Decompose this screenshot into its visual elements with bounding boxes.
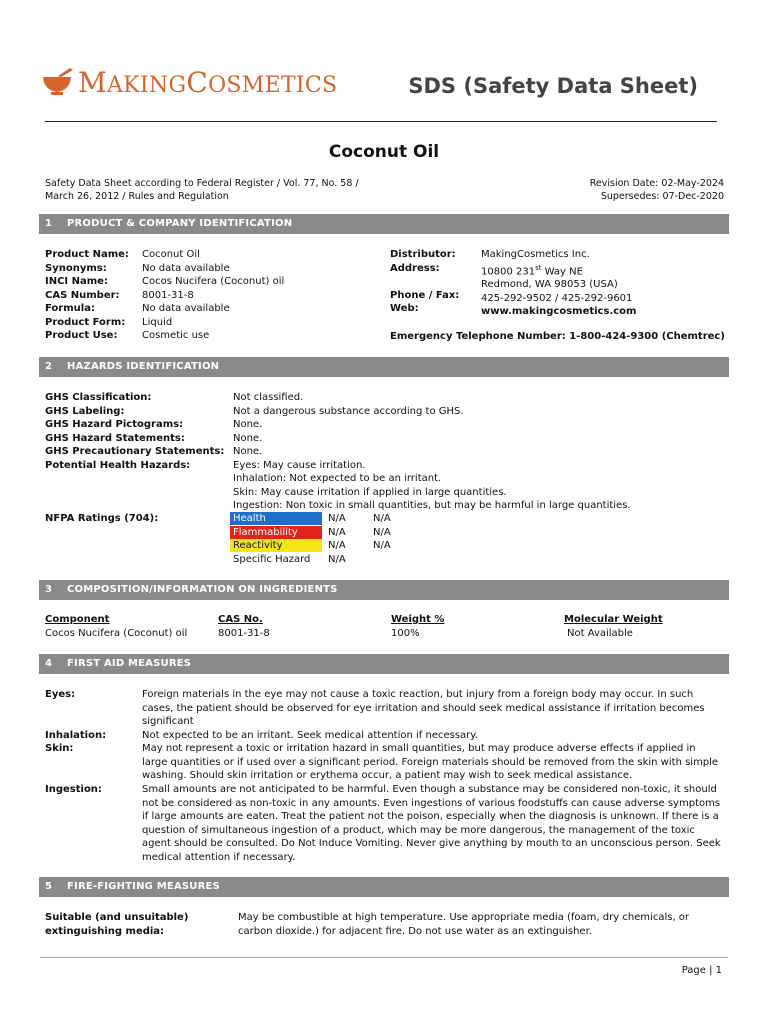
section-title: PRODUCT & COMPANY IDENTIFICATION [67, 218, 293, 229]
field-label: INCI Name: [45, 276, 108, 287]
nfpa-value: N/A [373, 513, 391, 524]
field-value: Cocos Nucifera (Coconut) oil [142, 276, 285, 287]
distributor-values [481, 248, 636, 319]
field-label: Distributor: [390, 249, 456, 260]
section-title: COMPOSITION/INFORMATION ON INGREDIENTS [67, 584, 338, 595]
column-header: Molecular Weight [564, 614, 663, 625]
field-value: Not a dangerous substance according to GHS. [233, 405, 464, 417]
table-cell: Cocos Nucifera (Coconut) oil [45, 628, 188, 639]
field-label: Formula: [45, 303, 95, 314]
regulation-line: Safety Data Sheet according to Federal Register / Vol. 77, No. 58 / [45, 178, 359, 189]
sds-title: SDS (Safety Data Sheet) [408, 74, 698, 98]
address-line: Redmond, WA 98053 (USA) [481, 279, 618, 291]
nfpa-row [0, 553, 768, 566]
field-label: CAS Number: [45, 289, 120, 301]
field-label: Address: [390, 262, 440, 274]
field-label: GHS Precautionary Statements: [45, 446, 225, 457]
regulation-note [45, 178, 375, 203]
first-aid-label: Eyes: [45, 689, 76, 700]
first-aid-label: Skin: [45, 743, 74, 754]
page-number: Page | 1 [681, 965, 722, 976]
distributor-name: MakingCosmetics Inc. [481, 249, 590, 260]
field-label: Product Form: [45, 316, 126, 328]
field-value: Liquid [142, 316, 173, 328]
field-label: Phone / Fax: [390, 289, 460, 301]
section-header-2 [39, 357, 729, 377]
field-label: Potential Health Hazards: [45, 459, 191, 471]
field-value: None. [233, 446, 263, 457]
section-title: HAZARDS IDENTIFICATION [67, 361, 220, 372]
revision-info [590, 178, 724, 203]
logo-wordmark: MAKINGCOSMETICS [78, 66, 338, 99]
first-aid-label: Inhalation: [45, 730, 107, 741]
section-header-5 [39, 877, 729, 897]
supersedes-date: Supersedes: 07-Dec-2020 [600, 190, 724, 202]
nfpa-label: NFPA Ratings (704): [45, 513, 159, 524]
nfpa-row [0, 512, 768, 525]
field-label: GHS Labeling: [45, 405, 125, 417]
field-label: Product Use: [45, 330, 118, 341]
field-value: Ingestion: Non toxic in small quantities, but may be harmful in large quantities. [233, 500, 631, 511]
field-label: Synonyms: [45, 262, 107, 274]
table-cell: 100% [391, 628, 420, 639]
hazard-values [233, 391, 631, 513]
first-aid-label: Ingestion: [45, 784, 102, 795]
nfpa-row [0, 539, 768, 552]
fire-label-line: Suitable (and unsuitable) [45, 912, 189, 923]
section-header-3 [39, 580, 729, 600]
field-label: GHS Hazard Pictograms: [45, 419, 184, 430]
field-label: Product Name: [45, 249, 129, 260]
section-number: 5 [45, 881, 53, 892]
revision-date: Revision Date: 02-May-2024 [589, 178, 724, 189]
fire-text: May be combustible at high temperature. Use appropriate media (foam, dry chemicals, or carbon dioxide.) for adjacent fire. Do not use water as an extinguisher. [238, 912, 690, 937]
nfpa-row [0, 526, 768, 539]
nfpa-value: N/A [328, 553, 346, 565]
nfpa-health: Health [230, 512, 322, 525]
hazard-labels [45, 391, 224, 472]
nfpa-value: N/A [373, 540, 391, 551]
field-label: Web: [390, 303, 419, 314]
section-number: 2 [45, 361, 53, 372]
address-line: 10800 231st Way NE [481, 263, 583, 277]
column-header: CAS No. [218, 614, 263, 625]
fire-label [45, 911, 188, 938]
column-header: Component [45, 614, 110, 625]
field-value: Skin: May cause irritation if applied in large quantities. [233, 486, 507, 498]
nfpa-value: N/A [328, 540, 346, 551]
web-link[interactable]: www.makingcosmetics.com [481, 306, 637, 318]
first-aid-text: Foreign materials in the eye may not cause a toxic reaction, but injury from a foreign body may occur. In such cases, the patient should be observed for eye irritation and should seek medical assistance if irritation becomes significant [142, 689, 705, 727]
distributor-labels [390, 248, 459, 316]
section-header-4 [39, 654, 729, 674]
nfpa-table [0, 512, 768, 568]
section-number: 3 [45, 584, 53, 595]
column-header: Weight % [391, 614, 445, 625]
nfpa-reactivity: Reactivity [230, 539, 322, 552]
section-number: 4 [45, 658, 53, 669]
table-cell: 8001-31-8 [218, 628, 270, 639]
nfpa-flammability: Flammability [230, 526, 322, 539]
table-cell: Not Available [567, 628, 633, 639]
field-value: Coconut Oil [142, 249, 200, 260]
mortar-pestle-icon [40, 66, 76, 98]
field-label: GHS Hazard Statements: [45, 432, 185, 444]
phone-value: 425-292-9502 / 425-292-9601 [481, 292, 633, 304]
nfpa-value: N/A [328, 513, 346, 524]
nfpa-value: N/A [328, 526, 346, 538]
field-value: None. [233, 419, 263, 430]
first-aid-text: May not represent a toxic or irritation hazard in small quantities, but may produce adverse effects if applied in large quantities or if used over a significant period. Foreign materials should be removed from the skin with simple washing. Should skin irritation or erythema occur, a patient may wish to seek medical assistance. [142, 743, 719, 781]
nfpa-value: N/A [373, 526, 391, 538]
section-title: FIRST AID MEASURES [67, 658, 192, 669]
field-value: Eyes: May cause irritation. [233, 459, 366, 471]
product-labels [45, 248, 129, 343]
field-value: 8001-31-8 [142, 289, 194, 301]
fire-label-line: extinguishing media: [45, 925, 165, 937]
field-value: Cosmetic use [142, 330, 210, 341]
field-value: No data available [142, 303, 230, 314]
product-values [142, 248, 284, 343]
field-value: No data available [142, 262, 230, 274]
regulation-line: March 26, 2012 / Rules and Regulation [45, 190, 229, 202]
emergency-phone: Emergency Telephone Number: 1-800-424-9300 (Chemtrec) [390, 331, 725, 342]
first-aid-text: Not expected to be an irritant. Seek medical attention if necessary. [142, 730, 478, 741]
section-title: FIRE-FIGHTING MEASURES [67, 881, 220, 892]
nfpa-specific-hazard: Specific Hazard [230, 553, 322, 566]
section-header-1 [39, 214, 729, 234]
footer-divider [40, 957, 728, 958]
field-value: Inhalation: Not expected to be an irritant. [233, 473, 442, 484]
header-divider [45, 121, 717, 122]
document-title: Coconut Oil [328, 142, 440, 162]
first-aid-text: Small amounts are not anticipated to be harmful. Even though a substance may be considered non-toxic, it should not be considered as non-toxic in any amounts. Even ingestions of various foodstuffs can cause adverse symptoms if large amounts are eaten. Treat the patient not the poison, especially when the diagnosis is unknown. If there is a question of simultaneous ingestion of a product, which may be more dangerous, the management of the toxic agent should be consulted. Do Not Induce Vomiting. Never give anything by mouth to an unconscious person. Seek medical attention if necessary. [142, 784, 721, 863]
field-value: Not classified. [233, 392, 304, 403]
field-value: None. [233, 432, 263, 444]
field-label: GHS Classification: [45, 392, 152, 403]
section-number: 1 [45, 218, 53, 229]
